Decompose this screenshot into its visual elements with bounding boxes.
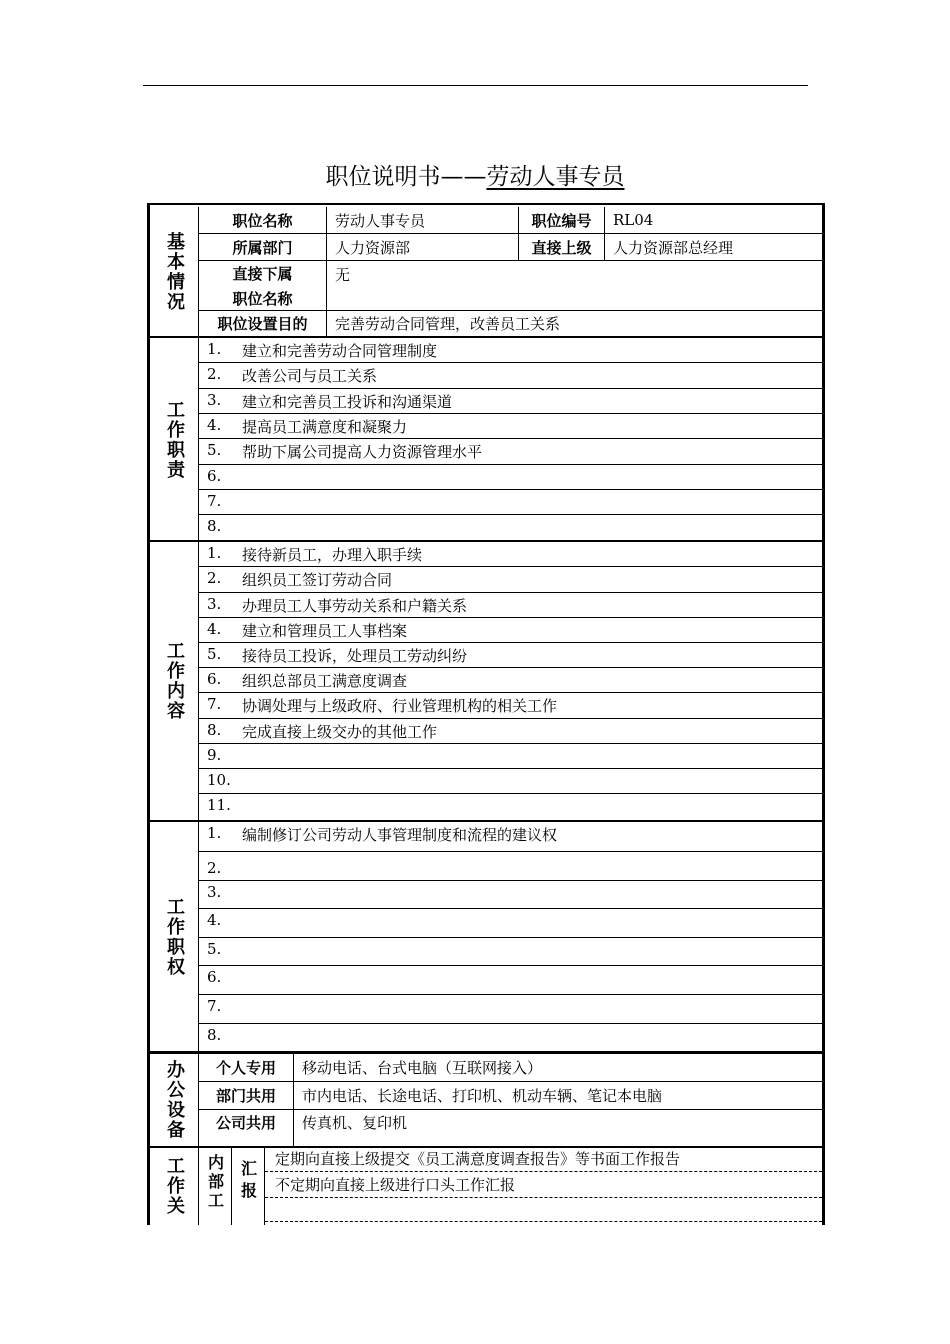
header-rule: [143, 85, 808, 86]
list-item: 6. 组织总部员工满意度调查: [199, 668, 822, 693]
list-item: 3.: [199, 881, 822, 909]
section-label-content: 工作内容: [150, 542, 199, 820]
value-superior: 人力资源部总经理: [613, 238, 734, 257]
list-item: 6.: [199, 966, 822, 995]
list-item: 8.: [207, 517, 222, 535]
label-subordinate-line1: 直接下属: [232, 264, 293, 283]
relation-item-empty: [265, 1198, 822, 1222]
page-title: 职位说明书——劳动人事专员: [325, 164, 625, 190]
list-item: 3. 建立和完善员工投诉和沟通渠道: [199, 389, 822, 414]
basic-row-purpose: [199, 311, 822, 337]
value-department: 人力资源部: [327, 234, 519, 260]
duties-list: [199, 338, 822, 541]
label-position-code: 职位编号: [519, 207, 605, 233]
list-item: 5. 帮助下属公司提高人力资源管理水平: [199, 439, 822, 465]
label-position-name: 职位名称: [199, 207, 327, 233]
list-item: 1. 编制修订公司劳动人事管理制度和流程的建议权: [199, 822, 822, 852]
section-authority: [150, 822, 822, 1051]
list-item: 8.: [207, 1026, 222, 1044]
basic-row-name: [199, 207, 822, 234]
authority-list: [199, 822, 822, 1051]
section-label-basic: 基本情况: [150, 207, 199, 337]
section-relations: [150, 1148, 822, 1225]
list-item: 3. 办理员工人事劳动关系和户籍关系: [199, 593, 822, 618]
content-list: [199, 542, 822, 820]
list-item: 7. 协调处理与上级政府、行业管理机构的相关工作: [199, 693, 822, 719]
equipment-row: [199, 1110, 822, 1146]
relation-item: 定期向直接上级提交《员工满意度调查报告》等书面工作报告: [265, 1148, 822, 1172]
basic-row-subordinate: [199, 261, 822, 311]
equipment-row: [199, 1082, 822, 1110]
section-content: [150, 542, 822, 820]
section-label-equipment: 办公设备: [150, 1054, 199, 1146]
list-item: 2. 改善公司与员工关系: [199, 363, 822, 389]
list-item: 9.: [199, 744, 822, 769]
list-item: 11.: [207, 796, 231, 814]
section-basic: [150, 207, 822, 337]
label-subordinate-line2: 职位名称: [232, 289, 293, 308]
section-duties: [150, 338, 822, 541]
value-position-name: 劳动人事专员: [327, 207, 519, 233]
label-internal: 内部工: [199, 1148, 232, 1225]
label-subordinate: [199, 261, 327, 310]
label-department: 所属部门: [199, 234, 327, 260]
label-superior: 直接上级: [519, 234, 605, 260]
value-personal-use: 移动电话、台式电脑（互联网接入）: [302, 1059, 543, 1077]
list-item: 8. 完成直接上级交办的其他工作: [199, 719, 822, 744]
list-item: 2.: [199, 852, 822, 881]
label-purpose: 职位设置目的: [199, 311, 327, 336]
section-label-authority: 工作职权: [150, 822, 199, 1051]
list-item: 2. 组织员工签订劳动合同: [199, 567, 822, 593]
equipment-row: [199, 1054, 822, 1082]
list-item: 4. 建立和管理员工人事档案: [199, 618, 822, 643]
value-department-shared: 市内电话、长途电话、打印机、机动车辆、笔记本电脑: [302, 1087, 663, 1105]
label-personal-use: 个人专用: [199, 1054, 294, 1081]
list-item: 10.: [199, 769, 822, 794]
page-title-position: 劳动人事专员: [486, 164, 625, 190]
value-subordinate: 无: [335, 266, 351, 284]
list-item: 4. 提高员工满意度和凝聚力: [199, 414, 822, 439]
value-company-shared: 传真机、复印机: [302, 1114, 408, 1132]
value-purpose: 完善劳动合同管理，改善员工关系: [335, 315, 561, 333]
label-report: 汇报: [232, 1148, 265, 1225]
list-item: 1. 建立和完善劳动合同管理制度: [199, 338, 822, 363]
label-department-shared: 部门共用: [199, 1082, 294, 1109]
label-company-shared: 公司共用: [199, 1110, 294, 1146]
relation-item: 不定期向直接上级进行口头工作汇报: [265, 1172, 822, 1198]
basic-row-dept: [199, 234, 822, 261]
list-item: 5. 接待员工投诉，处理员工劳动纠纷: [199, 643, 822, 668]
list-item: 7.: [199, 995, 822, 1024]
value-position-code: RL04: [613, 211, 654, 229]
section-equipment: [150, 1054, 822, 1146]
section-label-duties: 工作职责: [150, 338, 199, 541]
section-label-relations: 工作关: [150, 1148, 199, 1225]
list-item: 6.: [199, 465, 822, 490]
list-item: 5.: [199, 938, 822, 966]
list-item: 7.: [199, 490, 822, 515]
list-item: 1. 接待新员工，办理入职手续: [199, 542, 822, 567]
list-item: 4.: [199, 909, 822, 938]
